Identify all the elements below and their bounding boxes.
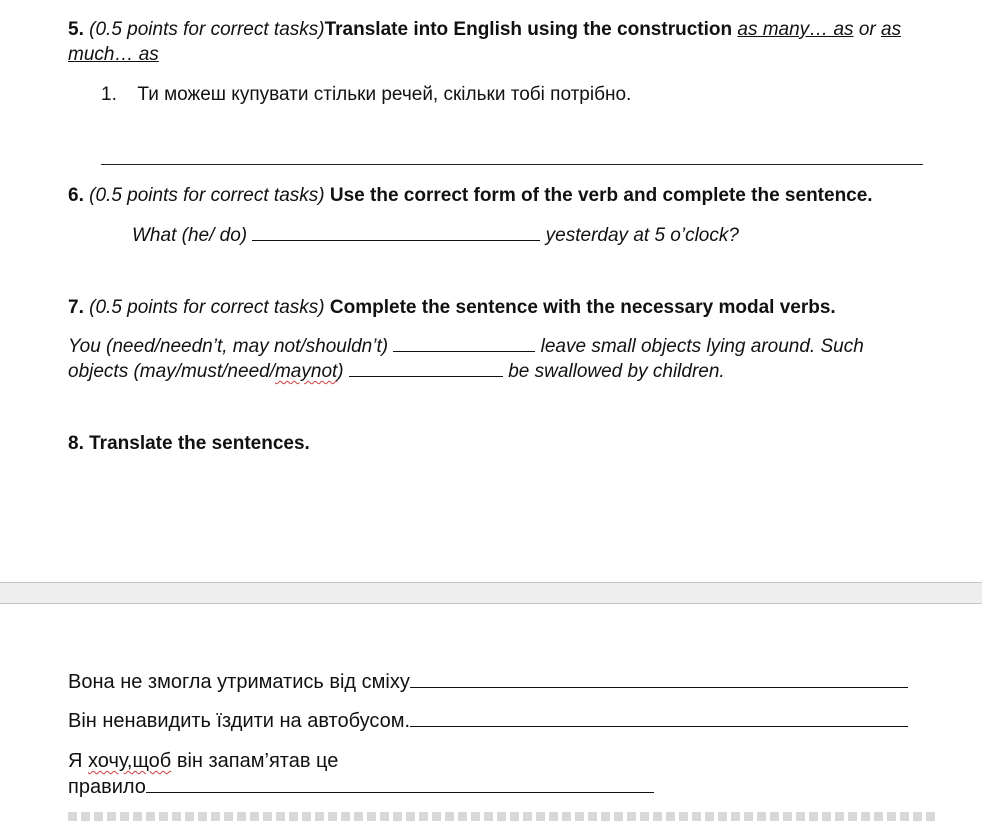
task7-instruction: Complete the sentence with the necessary modal verbs. <box>329 297 836 318</box>
task5-instruction: Translate into English using the construction <box>324 19 733 40</box>
task6-points: (0.5 points for correct tasks) <box>89 185 325 206</box>
page-break <box>0 582 982 604</box>
task7-points: (0.5 points for correct tasks) <box>89 297 325 318</box>
task5-or: or <box>858 19 876 40</box>
task6-heading <box>68 184 873 208</box>
task7-spellcheck-word: maynot <box>274 361 338 382</box>
task7-heading <box>68 296 836 320</box>
task5-construction-a: as many… as <box>737 19 854 40</box>
document-page-2 <box>0 604 982 821</box>
task5-heading <box>68 18 901 42</box>
task7-line2-start: objects (may/must/need/ <box>68 361 275 382</box>
task8-sentence-3 <box>68 749 338 773</box>
task6-sentence-start: What (he/ do) <box>132 225 248 246</box>
task6-instruction: Use the correct form of the verb and complete the sentence. <box>329 185 873 206</box>
task6-sentence <box>132 224 739 248</box>
task6-sentence-end: yesterday at 5 o’clock? <box>545 225 739 246</box>
task5-construction-b-part1: as <box>881 19 902 40</box>
task5-item-text: Ти можеш купувати стільки речей, скільки тобі потрібно. <box>137 84 632 105</box>
task5-number: 5. <box>68 19 84 40</box>
task8-sentence-3-part1: Я <box>68 750 83 772</box>
task7-line-1 <box>68 335 864 359</box>
task7-answer-blank-1[interactable] <box>393 350 535 352</box>
task8-sentence-3-part2: він запам’ятав це <box>176 750 339 772</box>
task8-sentence-3-part3: правило <box>68 776 146 798</box>
task5-answer-line[interactable] <box>101 164 923 165</box>
task8-answer-blank-1[interactable] <box>410 686 908 688</box>
task7-line2-close: ) <box>337 361 344 382</box>
task7-number: 7. <box>68 297 84 318</box>
task8-heading: 8. Translate the sentences. <box>68 433 310 454</box>
task6-answer-blank[interactable] <box>252 239 540 241</box>
task7-line1-start: You (need/needn’t, may not/shouldn’t) <box>68 336 389 357</box>
cut-off-text-fragment <box>68 812 938 821</box>
task7-line-2 <box>68 360 725 384</box>
task5-item-number: 1. <box>101 84 117 105</box>
task7-line2-end: be swallowed by children. <box>508 361 725 382</box>
task5-construction-b-part2: much… as <box>68 44 159 65</box>
cut-off-next-line <box>0 812 982 821</box>
task8-answer-blank-3[interactable] <box>146 791 654 793</box>
task8-sentence-2 <box>68 709 908 733</box>
task8-sentence-3-cont <box>68 775 654 799</box>
task8-answer-blank-2[interactable] <box>410 725 908 727</box>
task7-line1-end: leave small objects lying around. Such <box>540 336 864 357</box>
task5-points: (0.5 points for correct tasks) <box>89 19 325 40</box>
task7-answer-blank-2[interactable] <box>349 375 503 377</box>
task5-heading-cont <box>68 43 159 67</box>
task8-spellcheck-word: хочу,щоб <box>88 750 172 772</box>
task8-sentence-1-text: Вона не змогла утриматись від сміху <box>68 671 410 693</box>
task5-item <box>101 83 631 107</box>
task6-number: 6. <box>68 185 84 206</box>
task8-sentence-1 <box>68 670 908 694</box>
task8-sentence-2-text: Він ненавидить їздити на автобусом. <box>68 710 411 732</box>
